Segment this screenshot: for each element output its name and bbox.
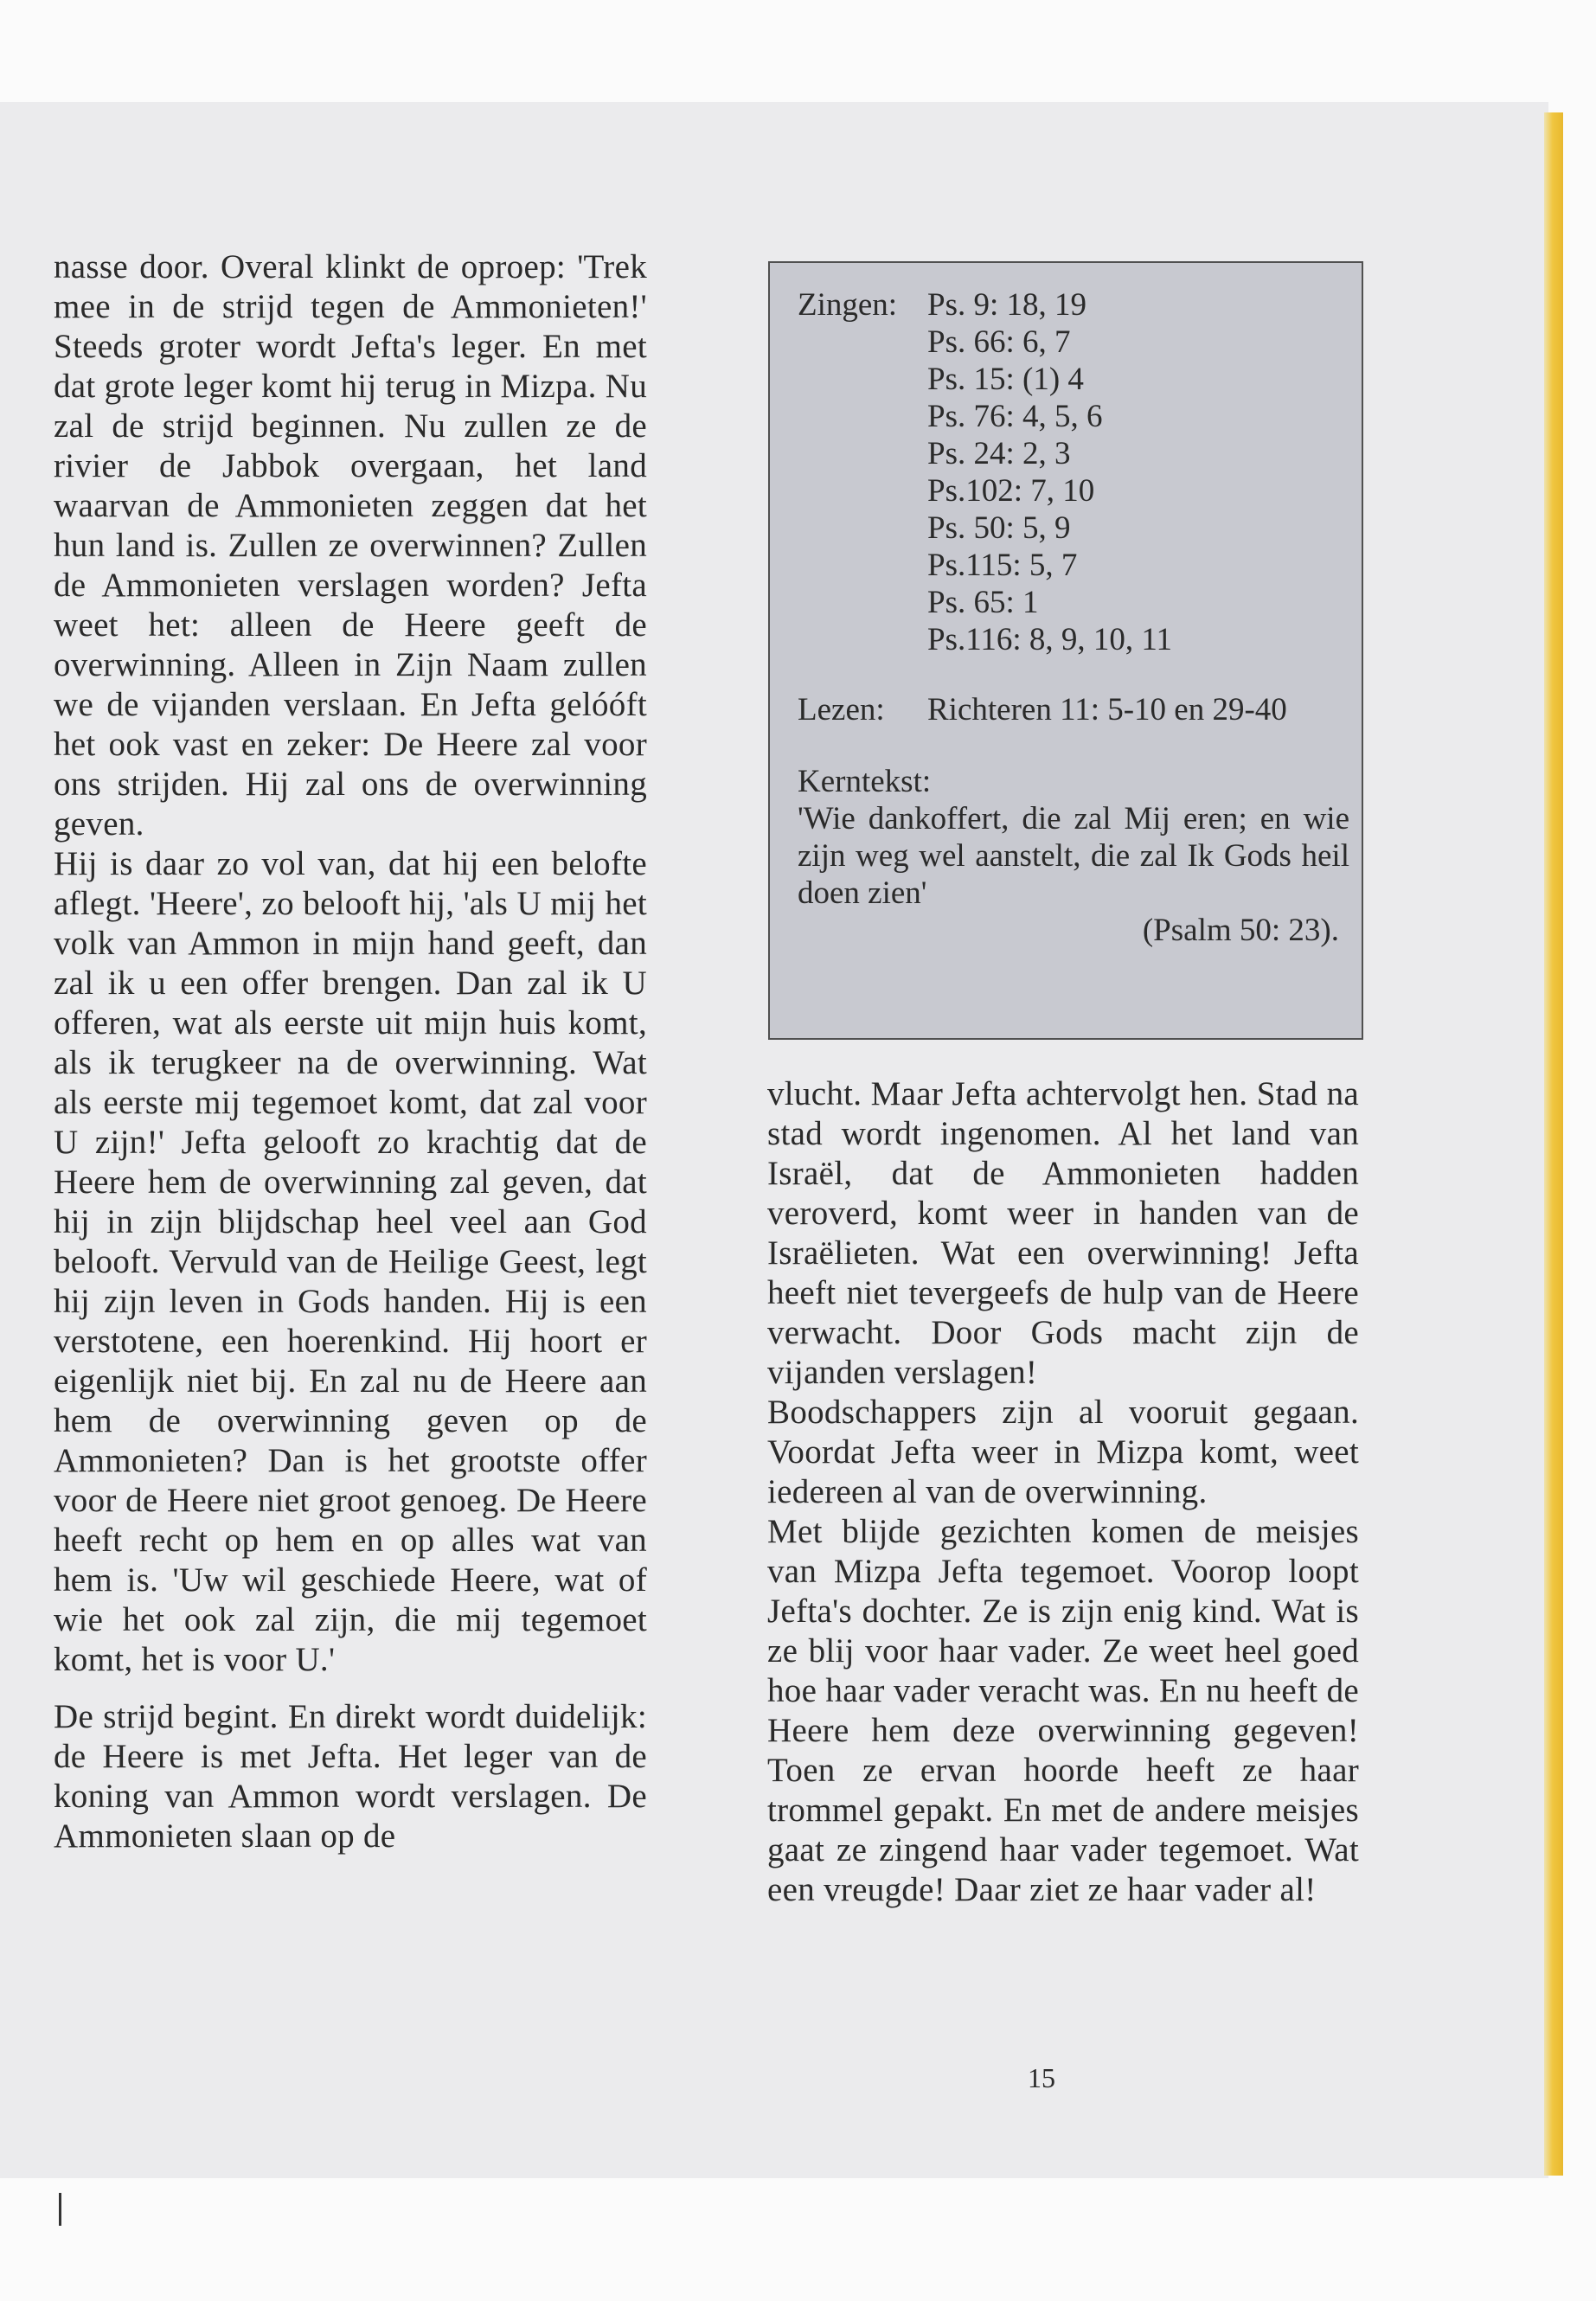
key-text-label: Kerntekst: (798, 764, 932, 799)
read-section (798, 691, 1349, 728)
psalm-item: Ps. 15: (1) 4 (927, 362, 1084, 397)
read-reference: Richteren 11: 5-10 en 29-40 (927, 692, 1287, 727)
paragraph: vlucht. Maar Jefta achtervolgt hen. Stad na stad wordt ingenomen. Al het land van Israël, dat de Ammonieten hadden veroverd, komt weer in handen van de Israëlieten. Wat een overwinning! Jefta heeft niet tevergeefs de hulp van de Heere verwacht. Door Gods macht zijn de vijanden verslagen! (767, 1075, 1359, 1391)
read-label: Lezen: (798, 692, 885, 727)
psalm-item: Ps. 50: 5, 9 (927, 510, 1071, 546)
psalm-item: Ps. 76: 4, 5, 6 (927, 399, 1103, 434)
psalm-list (927, 286, 1172, 658)
psalm-item: Ps.102: 7, 10 (927, 473, 1095, 509)
paragraph: Met blijde gezichten komen de meisjes van Mizpa Jefta tegemoet. Voorop loopt Jefta's dochter. Ze is zijn enig kind. Wat is ze blij voor haar vader. Ze weet heel goed hoe haar vader veracht was. En nu heeft de Heere hem deze overwinning gegeven! Toen ze ervan hoorde heeft ze haar trommel gepakt. En met de andere meisjes gaat ze zingend haar vader tegemoet. Wat een vreugde! Daar ziet ze haar vader al! (767, 1513, 1359, 1908)
right-column (767, 1074, 1359, 1910)
liturgy-box (768, 261, 1363, 1040)
paragraph: Boodschappers zijn al vooruit gegaan. Voordat Jefta weer in Mizpa komt, weet iedereen al van de overwinning. (767, 1394, 1359, 1510)
page-number: 15 (1028, 2062, 1055, 2093)
page-edge (1544, 112, 1563, 2176)
psalm-item: Ps.116: 8, 9, 10, 11 (927, 622, 1173, 657)
paragraph: De strijd begint. En direkt wordt duidelijk: de Heere is met Jefta. Het leger van de koning van Ammon wordt verslagen. De Ammonieten slaan op de (54, 1698, 647, 1855)
key-text-reference: (Psalm 50: 23). (1142, 913, 1339, 948)
paragraph: nasse door. Overal klinkt de oproep: 'Trek mee in de strijd tegen de Ammonieten!' Steeds groter wordt Jefta's leger. En met dat grote leger komt hij terug in Mizpa. Nu zal de strijd beginnen. Nu zullen ze de rivier de Jabbok overgaan, het land waarvan de Ammonieten zeggen dat het hun land is. Zullen ze overwinnen? Zullen de Ammonieten verslagen worden? Jefta weet het: alleen de Heere geeft de overwinning. Alleen in Zijn Naam zullen we de vijanden verslaan. En Jefta gelóóft het ook vast en zeker: De Heere zal voor ons strijden. Hij zal ons de overwinning geven. (54, 248, 647, 843)
psalm-item: Ps. 24: 2, 3 (927, 436, 1071, 471)
psalm-item: Ps. 9: 18, 19 (927, 287, 1087, 323)
left-column (54, 247, 647, 1856)
psalm-item: Ps.115: 5, 7 (927, 548, 1078, 583)
sing-section (798, 286, 1349, 658)
paragraph: Hij is daar zo vol van, dat hij een belofte aflegt. 'Heere', zo belooft hij, 'als U mij het volk van Ammon in mijn hand geeft, dan zal ik u een offer brengen. Dan zal ik U offeren, wat als eerste uit mijn huis komt, als ik terugkeer na de overwinning. Wat als eerste mij tegemoet komt, dat zal voor U zijn!' Jefta gelooft zo krachtig dat de Heere hem de overwinning zal geven, dat hij in zijn blijdschap heel veel aan God belooft. Vervuld van de Heilige Geest, legt hij zijn leven in Gods handen. Hij is een verstotene, een hoerenkind. Hij hoort er eigenlijk niet bij. En zal nu de Heere aan hem de overwinning geven op de Ammonieten? Dan is het grootste offer voor de Heere niet groot genoeg. De Heere heeft recht op hem en op alles wat van hem is. 'Uw wil geschiede Heere, wat of wie het ook zal zijn, die mij tegemoet komt, het is voor U.' (54, 845, 647, 1678)
psalm-item: Ps. 66: 6, 7 (927, 324, 1071, 360)
scan-mark (59, 2193, 61, 2226)
sing-label: Zingen: (798, 287, 898, 323)
key-text: 'Wie dankoffert, die zal Mij eren; en wie zijn weg wel aanstelt, die zal Ik Gods heil doen zien' (798, 801, 1349, 911)
psalm-item: Ps. 65: 1 (927, 585, 1039, 620)
